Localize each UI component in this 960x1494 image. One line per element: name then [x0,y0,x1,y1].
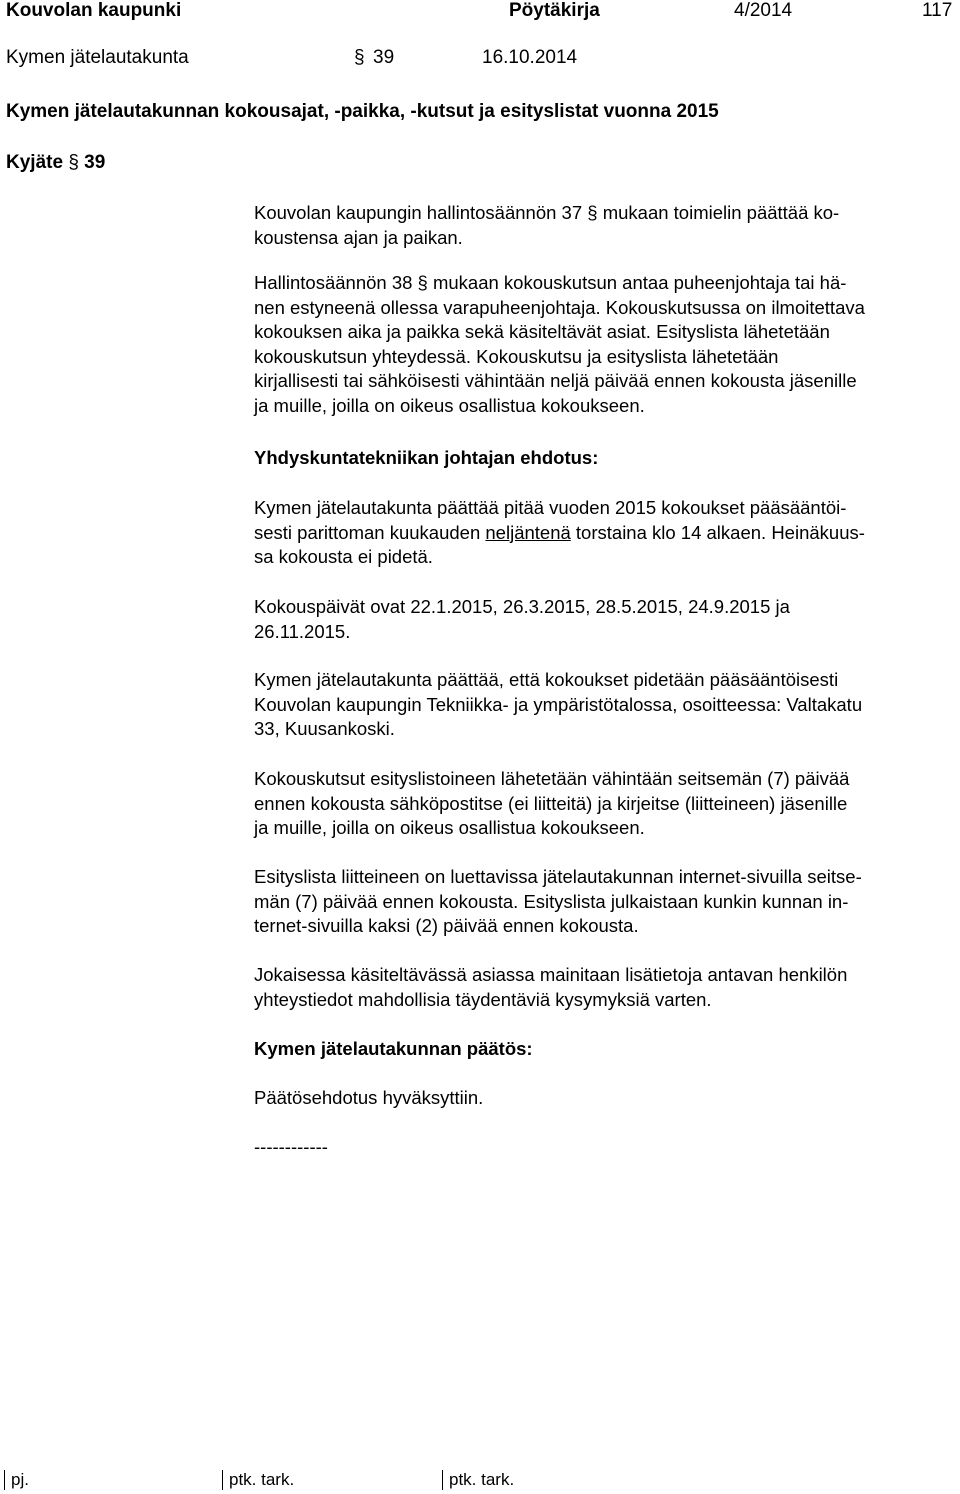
text-line: ternet-sivuilla kaksi (2) päivää ennen kokousta. [254,915,639,936]
signature-divider [4,1470,5,1490]
section-symbol: § [68,152,79,173]
paragraph-meeting-location [254,668,956,742]
text-line: Päätösehdotus hyväksyttiin. [254,1087,484,1108]
text-line: ennen kokousta sähköpostitse (ei liitteitä) ja kirjeitse (liitteineen) jäsenille [254,792,848,814]
text-line: nen estyneenä ollessa varapuheenjohtaja. Kokouskutsussa on ilmoitettava [254,296,865,318]
signature-divider [222,1470,223,1490]
text-line: Kouvolan kaupungin Tekniikka- ja ympäristötalossa, osoitteessa: Valtakatu [254,693,863,715]
decision-heading [254,1037,956,1062]
text-line [254,521,956,546]
committee-name: Kymen jätelautakunta [6,47,189,68]
text-line: Kymen jätelautakunnan päätös: [254,1038,533,1059]
text-line: Kouvolan kaupungin hallintosäännön 37 § mukaan toimielin päättää ko- [254,202,840,223]
paragraph-meeting-notice [254,271,956,418]
text-line: Hallintosäännön 38 § mukaan kokouskutsun antaa puheenjohtaja tai hä- [254,272,847,293]
text-line: koustensa ajan ja paikan. [254,226,463,248]
text-segment: sesti parittoman kuukauden [254,521,486,543]
document-type: Pöytäkirja [509,0,600,21]
text-line: Kokouspäivät ovat 22.1.2015, 26.3.2015, 28.5.2015, 24.9.2015 ja [254,596,790,617]
section-number: 39 [373,47,395,68]
text-line: kokouksen aika ja paikka sekä käsiteltävät asiat. Esityslista lähetetään [254,321,830,342]
separator-dashes [254,1135,956,1160]
paragraph-agenda-publication [254,865,956,939]
text-line: kokouskutsun yhteydessä. Kokouskutsu ja esityslista lähetetään [254,345,779,367]
text-line: ja muille, joilla on oikeus osallistua kokoukseen. [254,394,645,416]
text-line: Kymen jätelautakunta päättää, että kokoukset pidetään pääsääntöisesti [254,669,839,690]
signature-divider [442,1470,443,1490]
case-label: Kyjäte [6,152,64,173]
text-line: yhteystiedot mahdollisia täydentäviä kysymyksiä varten. [254,988,712,1010]
text-line: 26.11.2015. [254,620,351,642]
paragraph-proposal [254,496,956,570]
text-line: sa kokousta ei pidetä. [254,546,433,567]
minutes-checker-signature-label: ptk. tark. [229,1470,295,1489]
underlined-word: neljäntenä [485,521,571,543]
text-line: kirjallisesti tai sähköisesti vähintään neljä päivää ennen kokousta jäsenille [254,370,857,391]
minutes-checker-signature-label: ptk. tark. [449,1470,515,1489]
paragraph-authority [254,201,956,250]
text-line: Kokouskutsut esityslistoineen lähetetään vähintään seitsemän (7) päivää [254,768,850,789]
organization-name: Kouvolan kaupunki [6,0,182,21]
text-line: 33, Kuusankoski. [254,718,395,739]
paragraph-contact-info [254,963,956,1012]
issue-number: 4/2014 [734,0,793,21]
paragraph-meeting-dates [254,595,956,644]
page-title: Kymen jätelautakunnan kokousajat, -paikka, -kutsut ja esityslistat vuonna 2015 [6,101,719,122]
text-line: Yhdyskuntatekniikan johtajan ehdotus: [254,447,599,468]
chair-signature-label: pj. [11,1470,29,1489]
text-line: män (7) päivää ennen kokousta. Esityslista julkaistaan kunkin kunnan in- [254,890,849,912]
case-number: 39 [84,152,106,173]
case-reference [6,152,105,174]
text-segment: torstaina klo 14 alkaen. Heinäkuus- [570,521,865,543]
text-line: ja muille, joilla on oikeus osallistua kokoukseen. [254,817,645,838]
text-line: Kymen jätelautakunta päättää pitää vuoden 2015 kokoukset pääsääntöi- [254,497,847,518]
meeting-date: 16.10.2014 [482,47,578,68]
text-line: ------------ [254,1136,328,1157]
paragraph-invitations [254,767,956,841]
decision-text [254,1086,956,1111]
text-line: Jokaisessa käsiteltävässä asiassa mainitaan lisätietoja antavan henkilön [254,964,848,985]
text-line: Esityslista liitteineen on luettavissa jätelautakunnan internet-sivuilla seitse- [254,866,862,887]
page-number: 117 [922,0,953,21]
section-symbol: § [354,47,365,68]
proposal-heading [254,446,956,471]
